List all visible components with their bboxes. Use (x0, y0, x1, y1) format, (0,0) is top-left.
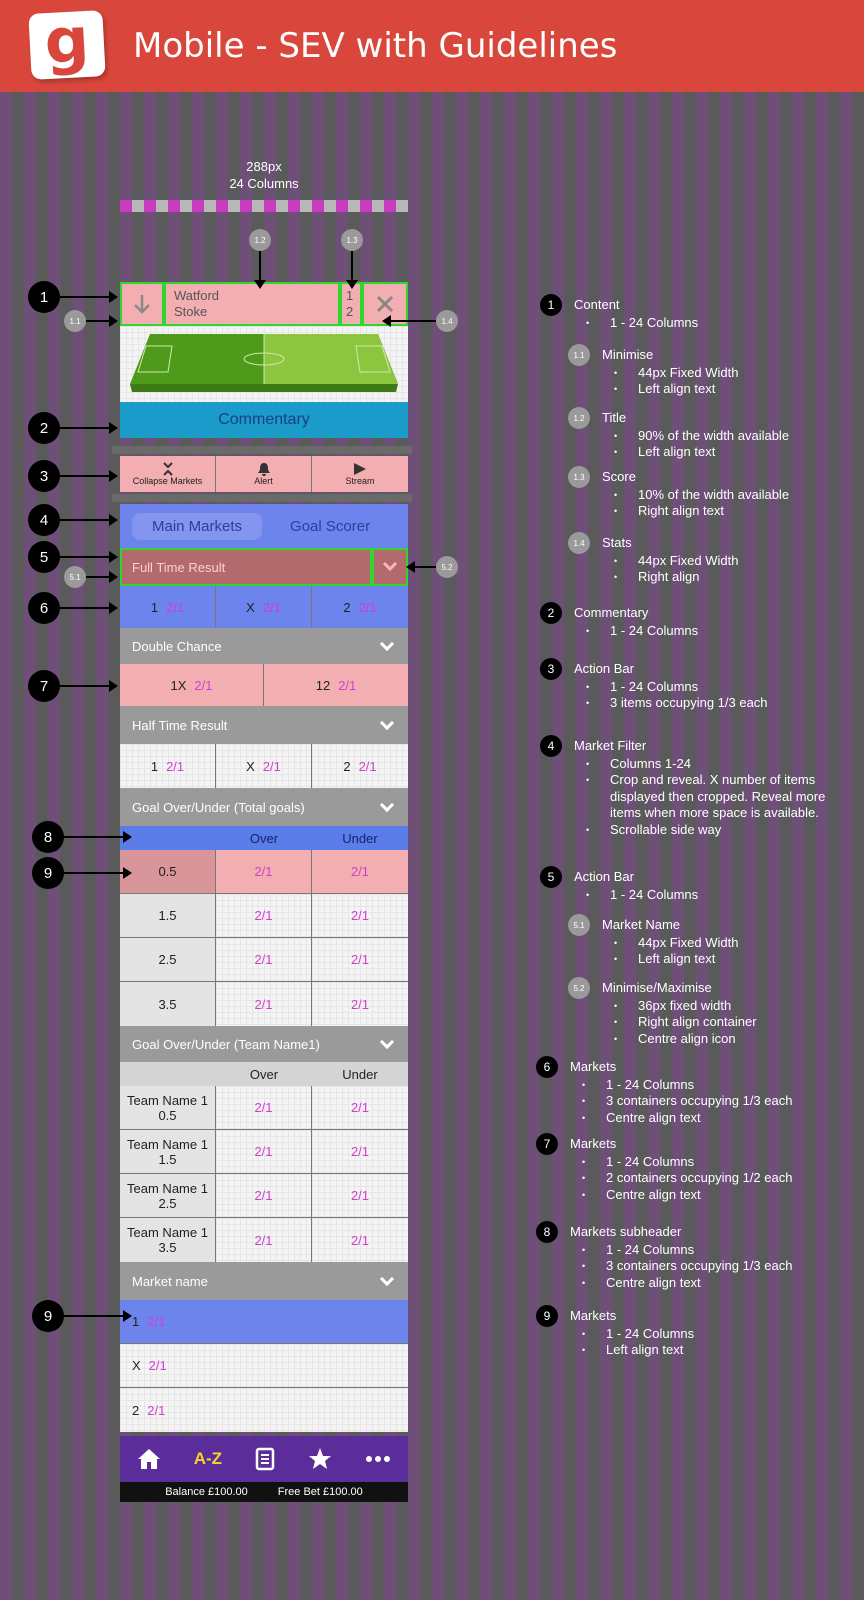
chevron-down-icon (380, 636, 394, 650)
legend-item (602, 917, 842, 968)
legend-list-item: • Centre align icon (636, 1031, 842, 1048)
close-icon (376, 295, 394, 313)
legend-list-item: • Left align text (604, 1342, 834, 1359)
home-icon[interactable] (137, 1447, 161, 1471)
annotation-badge: 7 (28, 670, 60, 702)
app-header (0, 0, 864, 92)
subheader-blank (120, 826, 216, 850)
legend-title: Markets (570, 1308, 617, 1323)
ruler-columns: 24 Columns (229, 176, 299, 191)
legend-badge: 1.2 (568, 407, 590, 429)
team-line-label: Team Name 1 1.5 (120, 1130, 216, 1173)
section-divider (112, 494, 412, 502)
arrow-down-icon (133, 293, 151, 315)
annotation-badge: 1.3 (341, 229, 363, 251)
annotation-arrow (64, 872, 130, 874)
home-team: Watford (174, 288, 220, 303)
brand-logo: g (28, 10, 105, 80)
selection-button[interactable]: 1 2/1 (120, 586, 216, 628)
legend-list (608, 679, 838, 712)
legend-list (636, 428, 842, 461)
collapse-markets-button[interactable] (120, 456, 216, 492)
legend-list-item: • 3 containers occupying 1/3 each (604, 1093, 834, 1110)
legend-item (602, 347, 842, 398)
legend-item (574, 869, 838, 903)
annotation-badge: 1.1 (64, 310, 86, 332)
free-bet-text: Free Bet £100.00 (277, 1486, 363, 1498)
legend-title: Market Name (602, 917, 681, 932)
legend-item (570, 1059, 834, 1126)
legend-list-item: • 90% of the width available (636, 428, 842, 445)
balance-text: Balance £100.00 (165, 1486, 248, 1498)
commentary-button[interactable]: Commentary (120, 402, 408, 438)
expand-collapse-button[interactable] (372, 548, 408, 586)
legend-title: Title (602, 410, 627, 425)
chevron-down-icon (380, 797, 394, 811)
selection-button[interactable]: X 2/1 (216, 586, 312, 628)
table-row (120, 938, 408, 982)
over-odds-button[interactable]: 2/1 (216, 1218, 312, 1262)
table-row (120, 982, 408, 1026)
legend-badge: 8 (536, 1221, 558, 1243)
table-row (120, 1174, 408, 1218)
legend-list-item: • Right align text (636, 503, 842, 520)
legend-item (570, 1224, 834, 1291)
half-time-selections (120, 744, 408, 788)
selection-button[interactable]: X 2/1 (216, 744, 312, 788)
over-odds-button[interactable]: 2/1 (216, 982, 312, 1026)
market-name: Goal Over/Under (Team Name1) (132, 1036, 320, 1052)
under-odds-button[interactable]: 2/1 (350, 1144, 370, 1159)
subheader-under: Under (342, 830, 378, 846)
full-time-selections (120, 586, 408, 628)
annotation-badge: 5.1 (64, 566, 86, 588)
minimise-button[interactable] (120, 282, 164, 326)
legend-badge: 2 (540, 602, 562, 624)
legend-list-item: • 1 - 24 Columns (604, 1077, 834, 1094)
under-odds-button[interactable]: 2/1 (350, 1188, 370, 1203)
column-ruler (120, 200, 408, 212)
team-line-label: Team Name 1 3.5 (120, 1218, 216, 1262)
collapse-icon (162, 462, 174, 476)
legend-list-item: • 44px Fixed Width (636, 935, 842, 952)
team-line-label: Team Name 1 2.5 (120, 1174, 216, 1217)
market-subheader (120, 826, 408, 850)
legend-title: Market Filter (574, 738, 647, 753)
legend-list-item: • Crop and reveal. X number of items displayed then cropped. Reveal more items when more space is available. (608, 772, 838, 822)
legend-list-item: • 1 - 24 Columns (608, 315, 838, 332)
market-header-full-time[interactable] (120, 548, 408, 586)
annotation-badge: 8 (32, 821, 64, 853)
annotation-badge: 6 (28, 592, 60, 624)
star-icon[interactable] (308, 1447, 332, 1471)
chevron-down-icon (383, 562, 397, 572)
legend-title: Minimise/Maximise (602, 980, 712, 995)
table-row (120, 1130, 408, 1174)
over-odds-button[interactable]: 2/1 (216, 894, 312, 937)
under-odds-button[interactable]: 2/1 (350, 1232, 370, 1248)
selection-button[interactable]: 12 2/1 (315, 677, 357, 693)
legend-title: Markets subheader (570, 1224, 682, 1239)
annotation-arrow (408, 566, 436, 568)
legend-badge: 1.1 (568, 344, 590, 366)
annotation-badge: 2 (28, 412, 60, 444)
legend-badge: 7 (536, 1133, 558, 1155)
market-header-half-time[interactable] (120, 706, 408, 744)
legend-list-item: • Centre align text (604, 1110, 834, 1127)
under-odds-button[interactable]: 2/1 (350, 952, 370, 967)
legend-list-item: • Centre align text (604, 1187, 834, 1204)
over-odds-button[interactable]: 2/1 (216, 938, 312, 981)
legend-list-item: • Right align (636, 569, 842, 586)
legend-item (570, 1136, 834, 1203)
legend-list (636, 935, 842, 968)
legend-list-item: • 1 - 24 Columns (604, 1242, 834, 1259)
market-subheader (120, 1062, 408, 1086)
legend-item (602, 410, 842, 461)
legend-list-item: • Left align text (636, 951, 842, 968)
legend-item (574, 661, 838, 712)
legend-list-item: • 1 - 24 Columns (608, 887, 838, 904)
annotation-arrow (86, 576, 116, 578)
action-bar (120, 456, 408, 492)
legend-title: Stats (602, 535, 632, 550)
over-odds-button[interactable]: 2/1 (216, 1086, 312, 1129)
table-row (120, 850, 408, 894)
legend-title: Action Bar (574, 869, 634, 884)
under-odds-button[interactable]: 2/1 (350, 1100, 370, 1115)
annotation-badge: 9 (32, 1300, 64, 1332)
market-name: Double Chance (132, 638, 222, 654)
chevron-down-icon (380, 1034, 394, 1048)
under-odds-button[interactable]: 2/1 (350, 908, 370, 923)
team-line-label: Team Name 1 0.5 (120, 1086, 216, 1129)
legend-item (574, 297, 838, 331)
section-divider (112, 446, 412, 454)
selection-button[interactable]: 2 2/1 (343, 758, 377, 774)
legend-list-item: • 3 containers occupying 1/3 each (604, 1258, 834, 1275)
legend-badge: 3 (540, 658, 562, 680)
market-name: Half Time Result (132, 717, 228, 733)
market-header-goal-ou-total[interactable] (120, 788, 408, 826)
event-title[interactable] (164, 282, 340, 326)
line-label: 2.5 (120, 938, 216, 981)
legend-list-item: • 44px Fixed Width (636, 553, 842, 570)
legend-list (636, 365, 842, 398)
annotation-arrow (60, 685, 116, 687)
legend-list-item: • 1 - 24 Columns (604, 1154, 834, 1171)
legend-list (636, 487, 842, 520)
ruler-note (180, 158, 348, 192)
legend-item (602, 469, 842, 520)
legend-list (604, 1154, 834, 1204)
annotation-arrow (259, 251, 261, 287)
balance-bar (120, 1482, 408, 1502)
more-icon[interactable] (365, 1455, 391, 1463)
tab-main-markets[interactable]: Main Markets (132, 513, 262, 540)
legend-title: Commentary (574, 605, 649, 620)
under-odds-button[interactable]: 2/1 (350, 996, 370, 1012)
legend-list-item: • 1 - 24 Columns (608, 679, 838, 696)
legend-item (574, 738, 838, 838)
legend-list (608, 315, 838, 332)
bottom-nav (120, 1436, 408, 1482)
annotation-arrow (60, 427, 116, 429)
annotation-arrow (60, 607, 116, 609)
subheader-blank (120, 1062, 216, 1086)
legend-badge: 4 (540, 735, 562, 757)
selection-button[interactable]: 2 2/1 (343, 599, 377, 615)
page-title: Mobile - SEV with Guidelines (133, 26, 618, 66)
legend-badge: 1.3 (568, 466, 590, 488)
market-header-double-chance[interactable] (120, 628, 408, 664)
table-row (120, 1218, 408, 1262)
under-odds-button[interactable]: 2/1 (350, 864, 370, 879)
table-row (120, 1086, 408, 1130)
legend-badge: 1.4 (568, 532, 590, 554)
legend-title: Markets (570, 1059, 617, 1074)
list-item[interactable]: 2 2/1 (120, 1388, 408, 1432)
legend-badge: 5.1 (568, 914, 590, 936)
legend-list (608, 623, 838, 640)
legend-list (608, 756, 838, 839)
annotation-badge: 9 (32, 857, 64, 889)
legend-list-item: • 3 items occupying 1/3 each (608, 695, 838, 712)
legend-list-item: • 1 - 24 Columns (608, 623, 838, 640)
chevron-down-icon (380, 715, 394, 729)
annotation-badge: 3 (28, 460, 60, 492)
legend-list (608, 887, 838, 904)
annotation-arrow (351, 251, 353, 287)
annotation-arrow (60, 519, 116, 521)
legend-list-item: • Scrollable side way (608, 822, 838, 839)
subheader-over: Over (249, 1066, 279, 1082)
play-icon (353, 462, 367, 476)
legend-title: Markets (570, 1136, 617, 1151)
list-item[interactable]: X 2/1 (120, 1344, 408, 1388)
annotation-arrow (60, 296, 116, 298)
pitch-image (120, 326, 408, 402)
legend-badge: 5.2 (568, 977, 590, 999)
legend-item (574, 605, 838, 639)
annotation-arrow (60, 475, 116, 477)
legend-list (636, 998, 842, 1048)
annotation-arrow (64, 1315, 130, 1317)
annotation-arrow (60, 556, 116, 558)
annotation-arrow (384, 320, 436, 322)
stream-button[interactable] (312, 456, 408, 492)
legend-list-item: • 10% of the width available (636, 487, 842, 504)
market-filter (120, 504, 408, 548)
market-header-generic[interactable] (120, 1262, 408, 1300)
alert-label: Alert (254, 476, 273, 486)
legend-list (604, 1326, 834, 1359)
annotation-badge: 5 (28, 541, 60, 573)
line-label: 0.5 (120, 850, 216, 893)
az-button[interactable]: A-Z (193, 1449, 223, 1468)
away-team: Stoke (174, 304, 208, 319)
legend-title: Score (602, 469, 636, 484)
legend-badge: 9 (536, 1305, 558, 1327)
over-odds-button[interactable]: 2/1 (216, 850, 312, 893)
list-item[interactable]: 1 2/1 (120, 1300, 408, 1344)
subheader-over: Over (249, 830, 279, 846)
legend-list-item: • 36px fixed width (636, 998, 842, 1015)
home-score: 1 (346, 288, 354, 303)
legend-badge: 1 (540, 294, 562, 316)
selection-button[interactable]: 1 2/1 (120, 744, 216, 788)
annotation-arrow (64, 836, 130, 838)
table-row (120, 894, 408, 938)
legend-list-item: • Columns 1-24 (608, 756, 838, 773)
chevron-down-icon (380, 1271, 394, 1285)
legend-badge: 5 (540, 866, 562, 888)
double-chance-selections (120, 664, 408, 706)
annotation-arrow (86, 320, 116, 322)
tab-goal-scorer[interactable]: Goal Scorer (290, 517, 371, 535)
over-odds-button[interactable]: 2/1 (216, 1130, 312, 1173)
market-name: Full Time Result (120, 548, 372, 586)
line-label: 3.5 (120, 982, 216, 1026)
alert-button[interactable] (216, 456, 312, 492)
market-name: Market name (132, 1273, 208, 1289)
legend-list (636, 553, 842, 586)
annotation-badge: 1.2 (249, 229, 271, 251)
annotation-badge: 4 (28, 504, 60, 536)
legend-list (604, 1242, 834, 1292)
legend-badge: 6 (536, 1056, 558, 1078)
annotation-badge: 5.2 (436, 556, 458, 578)
market-name: Goal Over/Under (Total goals) (132, 799, 305, 815)
legend-list-item: • Left align text (636, 444, 842, 461)
subheader-under: Under (342, 1066, 378, 1082)
market-header-goal-ou-team[interactable] (120, 1026, 408, 1062)
legend-list-item: • 1 - 24 Columns (604, 1326, 834, 1343)
betslip-icon[interactable] (255, 1447, 275, 1471)
legend-item (570, 1308, 834, 1359)
bell-icon (257, 462, 271, 476)
legend-item (602, 535, 842, 586)
legend-item (602, 980, 842, 1047)
annotation-badge: 1.4 (436, 310, 458, 332)
legend-title: Content (574, 297, 620, 312)
over-odds-button[interactable]: 2/1 (216, 1174, 312, 1217)
collapse-markets-label: Collapse Markets (132, 476, 203, 486)
legend-list-item: • Right align container (636, 1014, 842, 1031)
legend-list (604, 1077, 834, 1127)
selection-button[interactable]: 1X 2/1 (120, 664, 264, 706)
legend-list-item: • 2 containers occupying 1/2 each (604, 1170, 834, 1187)
legend-title: Action Bar (574, 661, 634, 676)
legend-title: Minimise (602, 347, 654, 362)
annotation-badge: 1 (28, 281, 60, 313)
legend-list-item: • Centre align text (604, 1275, 834, 1292)
line-label: 1.5 (120, 894, 216, 937)
stream-label: Stream (345, 476, 375, 486)
ruler-width: 288px (246, 159, 282, 174)
legend-list-item: • 44px Fixed Width (636, 365, 842, 382)
away-score: 2 (346, 304, 354, 319)
pitch-icon (120, 326, 408, 402)
legend-list-item: • Left align text (636, 381, 842, 398)
